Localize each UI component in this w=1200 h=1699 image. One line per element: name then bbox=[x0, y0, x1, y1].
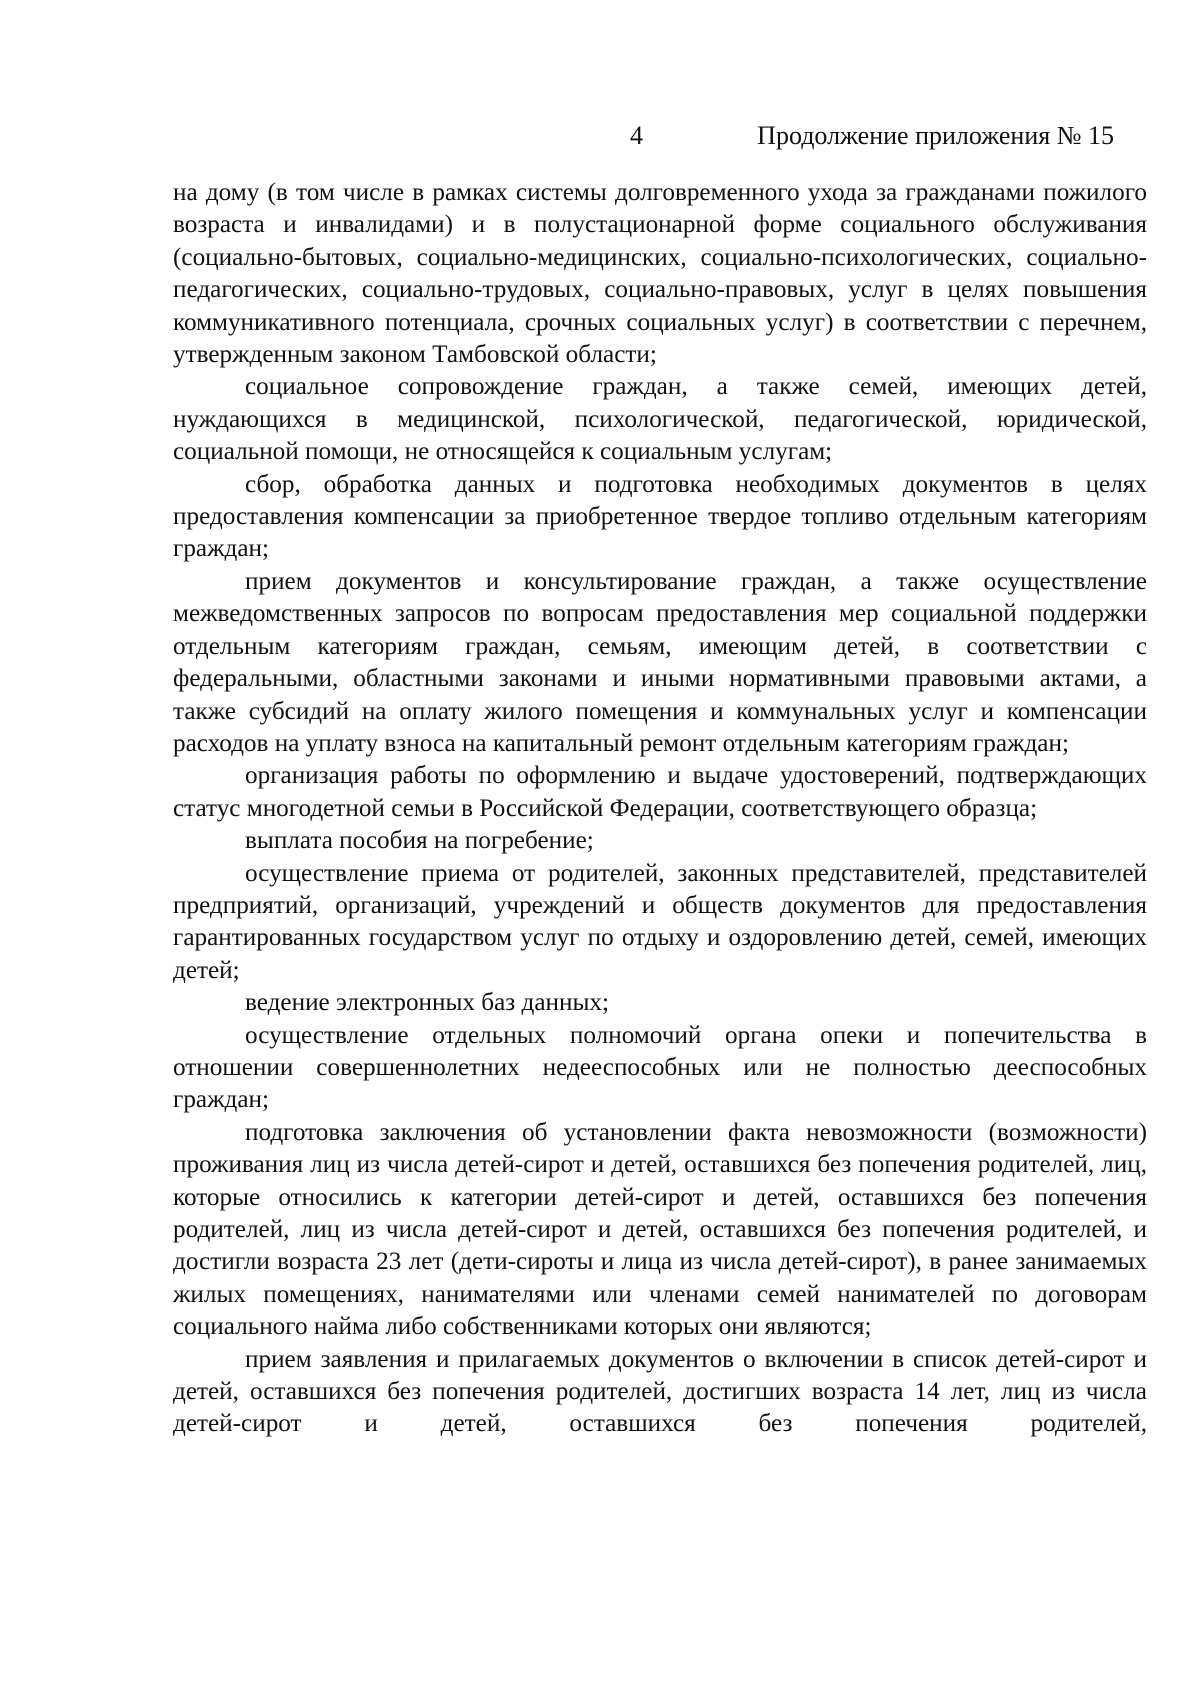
document-body bbox=[173, 177, 1147, 1441]
paragraph-burial-allowance: выплата пособия на погребение; bbox=[245, 827, 594, 855]
paragraph-housing-conclusion: подготовка заключения об установлении факта невозможности (возможности) проживания лиц из числа детей-сирот и детей, оставшихся без попечения родителей, лиц, которые относились к категории детей-сирот и детей, оставшихся без попечения родителей, лиц из числа детей-сирот и детей, оставшихся без попечения родителей, и достигли возраста 23 лет (дети-сироты и лица из числа детей-сирот), в ранее занимаемых жилых помещениях, нанимателями или членами семей нанимателей по договорам социального найма либо собственниками которых они являются; bbox=[173, 1118, 1147, 1341]
paragraph-fuel-compensation: сбор, обработка данных и подготовка необходимых документов в целях предоставления компенсации за приобретенное твердое топливо отдельным категориям граждан; bbox=[173, 470, 1147, 563]
paragraph-children-recreation: осуществление приема от родителей, законных представителей, представителей предприятий, организаций, учреждений и обществ документов для предоставления гарантированных государством услуг по отдыху и оздоровлению детей, семей, имеющих детей; bbox=[173, 859, 1147, 984]
paragraph-guardianship: осуществление отдельных полномочий органа опеки и попечительства в отношении совершеннолетних недееспособных или не полностью дееспособных граждан; bbox=[173, 1021, 1147, 1114]
paragraph-document-intake: прием документов и консультирование граждан, а также осуществление межведомственных запросов по вопросам предоставления мер социальной поддержки отдельным категориям граждан, семьям, имеющим детей, в соответствии с федеральными, областными законами и иными нормативными правовыми актами, а также субсидий на оплату жилого помещения и коммунальных услуг и компенсации расходов на уплату взноса на капитальный ремонт отдельным категориям граждан; bbox=[173, 567, 1147, 757]
paragraph-large-family-certificates: организация работы по оформлению и выдаче удостоверений, подтверждающих статус многодетной семьи в Российской Федерации, соответствующего образца; bbox=[173, 762, 1147, 822]
page-number: 4 bbox=[630, 121, 643, 150]
paragraph-social-support: социальное сопровождение граждан, а также семей, имеющих детей, нуждающихся в медицинской, психологической, педагогической, юридической, социальной помощи, не относящейся к социальным услугам; bbox=[173, 373, 1147, 466]
paragraph-home-services: на дому (в том числе в рамках системы долговременного ухода за гражданами пожилого возраста и инвалидами) и в полустационарной форме социального обслуживания (социально-бытовых, социально-медицинских, социально-психологических, социально-педагогических, социально-трудовых, социально-правовых, услуг в целях повышения коммуникативного потенциала, срочных социальных услуг) в соответствии с перечнем, утвержденным законом Тамбовской области; bbox=[173, 179, 1147, 369]
page-header bbox=[0, 116, 1200, 156]
paragraph-orphans-list: прием заявления и прилагаемых документов о включении в список детей-сирот и детей, оставшихся без попечения родителей, достигших возраста 14 лет, лиц из числа детей-сирот и детей, оставшихся без попечения родителей, bbox=[173, 1345, 1147, 1438]
appendix-continuation-label: Продолжение приложения № 15 bbox=[757, 121, 1114, 150]
paragraph-electronic-databases: ведение электронных баз данных; bbox=[245, 989, 610, 1017]
